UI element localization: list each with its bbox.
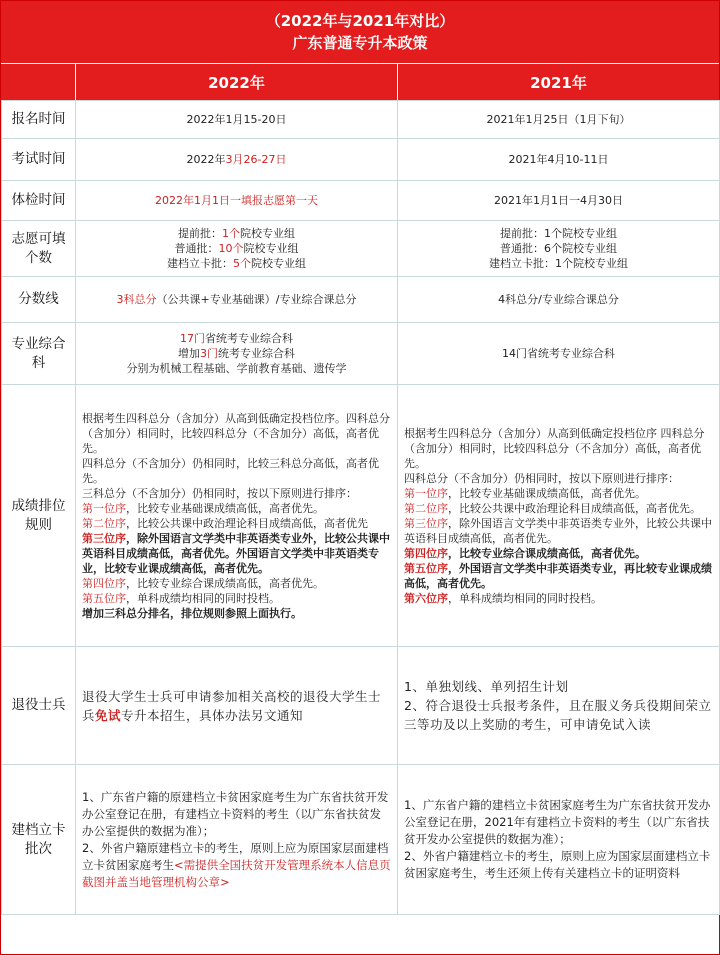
order-item bbox=[82, 591, 391, 606]
year-header-row bbox=[1, 64, 719, 100]
text: ，外国语言文学类中非英语类专业，再比较专业课成绩高低，高者优先。 bbox=[404, 561, 712, 590]
row-physical bbox=[2, 181, 720, 221]
paragraph: 增加三科总分排名，排位规则参照上面执行。 bbox=[82, 606, 302, 620]
order-item bbox=[404, 516, 713, 546]
highlight-text: 3门 bbox=[200, 347, 218, 360]
cell-2021 bbox=[398, 385, 720, 647]
cell-2022 bbox=[76, 139, 398, 181]
order-label: 第四位序 bbox=[82, 576, 126, 590]
cell-2021 bbox=[398, 647, 720, 765]
column-2022: 2022年 bbox=[208, 73, 265, 92]
paragraph: 2、外省户籍建档立卡的考生，原则上应为国家层面建档立卡贫困家庭考生，考生还须上传有关建档立卡的证明资料 bbox=[404, 849, 711, 880]
cell-2022 bbox=[76, 765, 398, 915]
row-score bbox=[2, 277, 720, 323]
subject-line bbox=[82, 331, 391, 346]
paragraph: 1、广东省户籍的原建档立卡贫困家庭考生为广东省扶贫开发办公室登记在册，有建档立卡资料的考生（以广东省扶贫发办公室提供的数据为准）； bbox=[82, 789, 389, 838]
order-item bbox=[404, 561, 713, 591]
row-subject bbox=[2, 323, 720, 385]
paragraph: 根据考生四科总分（含加分）从高到低确定投档位序 四科总分（含加分）相同时，比较四科总分（不含加分）高低，高者优先。 bbox=[404, 426, 705, 470]
order-label: 第六位序 bbox=[404, 591, 448, 605]
cell-2022: 2022年1月15-20日 bbox=[76, 101, 398, 139]
cell-2021 bbox=[398, 765, 720, 915]
row-exam bbox=[2, 139, 720, 181]
title-banner bbox=[1, 1, 719, 64]
order-label: 第一位序 bbox=[82, 501, 126, 515]
text: 院校专业组 bbox=[240, 227, 295, 240]
cell-2021: 4科总分/专业综合课总分 bbox=[398, 277, 720, 323]
order-label: 第二位序 bbox=[404, 501, 448, 515]
cell-2022 bbox=[76, 277, 398, 323]
text: ，单科成绩均相同的同时投档。 bbox=[126, 591, 280, 605]
text: ，比较公共课中政治理论科目成绩高低，高者优先 bbox=[126, 516, 368, 530]
text: 统考专业综合科 bbox=[218, 347, 295, 360]
cell-2022 bbox=[76, 221, 398, 277]
cell-2021: 14门省统考专业综合科 bbox=[398, 323, 720, 385]
order-item bbox=[82, 576, 391, 591]
paragraph: 四科总分（不含加分）仍相同时，比较三科总分高低，高者优先。 bbox=[82, 456, 379, 485]
row-label: 体检时间 bbox=[2, 181, 76, 221]
text: 2022年 bbox=[186, 153, 226, 166]
highlight-text: 1个 bbox=[222, 227, 240, 240]
cell-2021 bbox=[398, 221, 720, 277]
text: 专升本招生，具体办法另文通知 bbox=[121, 707, 304, 723]
row-label: 志愿可填个数 bbox=[2, 221, 76, 277]
row-signup bbox=[2, 101, 720, 139]
text: 2、外省户籍原建档立卡的考生，原则上应为原国家层面建档立卡贫困家庭考生 bbox=[82, 840, 389, 872]
text: 院校专业组 bbox=[243, 242, 299, 255]
order-label: 第五位序 bbox=[404, 561, 448, 575]
paragraph bbox=[82, 840, 391, 891]
highlight-text: 10个 bbox=[218, 242, 244, 255]
wish-line: 普通批：6个院校专业组 bbox=[500, 242, 617, 255]
highlight-text: <需提供全国扶贫开发管理系统本人信息页截图并盖当地管理机构公章> bbox=[82, 857, 391, 889]
subject-line: 分别为机械工程基础、学前教育基础、遗传学 bbox=[126, 362, 347, 375]
text: 建档立卡批： bbox=[167, 257, 233, 270]
text: ，单科成绩均相同的同时投档。 bbox=[448, 591, 602, 605]
header-blank-cell bbox=[1, 64, 76, 100]
row-label: 考试时间 bbox=[2, 139, 76, 181]
text: 退役大学生士兵可申请参加相关高校的退役大学生士兵 bbox=[82, 688, 382, 723]
order-label: 第四位序 bbox=[404, 546, 448, 560]
order-item bbox=[404, 546, 713, 561]
text: 省统考专业综合科 bbox=[205, 332, 293, 345]
column-2021: 2021年 bbox=[397, 64, 719, 100]
paragraph: 1、单独划线、单列招生计划 bbox=[404, 679, 569, 694]
cell-2022: 2022年1月1日一填报志愿第一天 bbox=[76, 181, 398, 221]
order-label: 第五位序 bbox=[82, 591, 126, 605]
text: ，除外国语言文学类中非英语类专业外，比较公共课中英语科目成绩高低，高者优先。外国语言文学类中非英语类专业，比较专业课成绩高低，高者优先。 bbox=[82, 531, 390, 575]
order-label: 第三位序 bbox=[82, 531, 126, 545]
order-label: 第三位序 bbox=[404, 516, 448, 530]
order-item bbox=[404, 501, 713, 516]
row-label: 退役士兵 bbox=[2, 647, 76, 765]
text: ，比较专业综合课成绩高低，高者优先。 bbox=[126, 576, 324, 590]
row-label: 报名时间 bbox=[2, 101, 76, 139]
highlight-text: 17门 bbox=[180, 332, 205, 345]
order-label: 第一位序 bbox=[404, 486, 448, 500]
order-item bbox=[82, 516, 391, 531]
comparison-table bbox=[1, 100, 720, 915]
order-label: 第二位序 bbox=[82, 516, 126, 530]
paragraph: 根据考生四科总分（含加分）从高到低确定投档位序。四科总分（含加分）相同时，比较四科总分（不含加分）高低，高者优先。 bbox=[82, 411, 390, 455]
text: ，除外国语言文学类中非英语类专业外，比较公共课中英语科目成绩高低，高者优先。 bbox=[404, 516, 712, 545]
wish-line: 建档立卡批：1个院校专业组 bbox=[489, 257, 628, 270]
wish-line bbox=[82, 241, 391, 256]
wish-line bbox=[82, 226, 391, 241]
cell-2021: 2021年1月25日（1月下旬） bbox=[398, 101, 720, 139]
cell-2021: 2021年1月1日一4月30日 bbox=[398, 181, 720, 221]
text: ，比较公共课中政治理论科目成绩高低，高者优先。 bbox=[448, 501, 701, 515]
cell-2022 bbox=[76, 323, 398, 385]
highlight-text: 免试 bbox=[95, 707, 122, 723]
wish-line: 提前批：1个院校专业组 bbox=[500, 227, 617, 240]
row-ranking bbox=[2, 385, 720, 647]
order-item bbox=[404, 486, 713, 501]
row-poverty bbox=[2, 765, 720, 915]
subject-line bbox=[82, 346, 391, 361]
paragraph: 1、广东省户籍的建档立卡贫困家庭考生为广东省扶贫开发办公室登记在册，2021年有建档立卡资料的考生（以广东省扶贫开发办公室提供的数据为准）； bbox=[404, 798, 711, 846]
paragraph: 2、符合退役士兵报考条件，且在服义务兵役期间荣立三等功及以上奖励的考生，可申请免试入读 bbox=[404, 698, 712, 732]
cell-2022 bbox=[76, 647, 398, 765]
order-item bbox=[82, 531, 391, 576]
highlight-text: 5个 bbox=[233, 257, 251, 270]
row-label: 分数线 bbox=[2, 277, 76, 323]
order-item bbox=[82, 501, 391, 516]
cell-2021: 2021年4月10-11日 bbox=[398, 139, 720, 181]
text: （公共课+专业基础课）/专业综合课总分 bbox=[156, 293, 357, 306]
title-line-1: （2022年与2021年对比） bbox=[265, 12, 455, 30]
text: 提前批： bbox=[178, 227, 222, 240]
cell-2022 bbox=[76, 385, 398, 647]
wish-line bbox=[82, 256, 391, 271]
text: 普通批： bbox=[174, 242, 219, 255]
highlight-text: 3月26-27日 bbox=[225, 153, 287, 166]
row-label: 建档立卡批次 bbox=[2, 765, 76, 915]
title-line-2: 广东普通专升本政策 bbox=[292, 34, 428, 52]
text: ，比较专业基础课成绩高低，高者优先。 bbox=[448, 486, 646, 500]
row-wishes bbox=[2, 221, 720, 277]
text: 院校专业组 bbox=[251, 257, 306, 270]
row-veteran bbox=[2, 647, 720, 765]
text: ，比较专业基础课成绩高低，高者优先。 bbox=[126, 501, 324, 515]
text: 增加 bbox=[178, 347, 200, 360]
row-label: 成绩排位规则 bbox=[2, 385, 76, 647]
paragraph: 四科总分（不含加分）仍相同时，按以下原则进行排序： bbox=[404, 471, 679, 485]
text: ，比较专业综合课成绩高低，高者优先。 bbox=[448, 546, 646, 560]
highlight-text: 3科总分 bbox=[116, 293, 157, 306]
paragraph: 三科总分（不含加分）仍相同时，按以下原则进行排序： bbox=[82, 486, 357, 500]
row-label: 专业综合科 bbox=[2, 323, 76, 385]
order-item bbox=[404, 591, 713, 606]
